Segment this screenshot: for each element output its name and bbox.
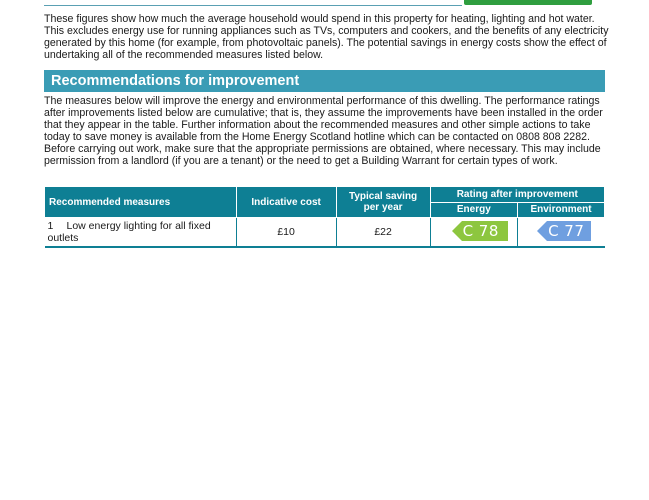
environment-rating-cell (518, 218, 605, 248)
environment-rating-arrow (537, 221, 591, 241)
energy-rating-cell (430, 218, 518, 248)
saving-cell: £22 (336, 218, 430, 248)
cost-cell: £10 (236, 218, 336, 248)
measure-cell (45, 218, 237, 248)
remnant-cell (182, 0, 312, 6)
environment-rating-label: C 77 (548, 221, 585, 240)
measure-number: 1 (47, 220, 54, 232)
intro-paragraph: These figures show how much the average household would spend in this property for heating, lighting and hot water. This excludes energy use for running appliances such as TVs, computers and cookers, and the benefits of any electricity generated by this home (for example, from photovoltaic panels). The potential savings in energy costs show the effect of undertaking all of the recommended measures listed below. (44, 13, 609, 61)
header-energy: Energy (430, 202, 518, 218)
environment-arrow-tip (537, 221, 547, 241)
remnant-green-bar (464, 0, 592, 5)
energy-arrow-tip (452, 221, 462, 241)
previous-table-remnant (0, 0, 649, 6)
section-title: Recommendations for improvement (44, 70, 605, 92)
table-row (45, 218, 605, 248)
header-measures: Recommended measures (45, 187, 237, 218)
header-environment: Environment (518, 202, 605, 218)
header-rating-group: Rating after improvement (430, 187, 604, 203)
header-saving: Typical saving per year (336, 187, 430, 218)
energy-rating-arrow (452, 221, 508, 241)
remnant-cell (312, 0, 462, 6)
remnant-cell (44, 0, 182, 6)
measure-text: Low energy lighting for all fixed outlets (47, 220, 211, 244)
header-cost: Indicative cost (236, 187, 336, 218)
energy-rating-label: C 78 (462, 221, 499, 240)
recommendations-paragraph: The measures below will improve the energy and environmental performance of this dwelling. The performance ratings after improvements listed below are cumulative; that is, they assume the improvements have been installed in the order that they appear in the table. Further information about the recommended measures and other simple actions to take today to save money is available from the Home Energy Scotland hotline which can be contacted on 0808 808 2282. Before carrying out work, make sure that the appropriate permissions are obtained, where necessary. This may include permission from a landlord (if you are a tenant) or the need to get a Building Warrant for certain types of work. (44, 95, 603, 167)
recommendations-table (44, 186, 605, 248)
